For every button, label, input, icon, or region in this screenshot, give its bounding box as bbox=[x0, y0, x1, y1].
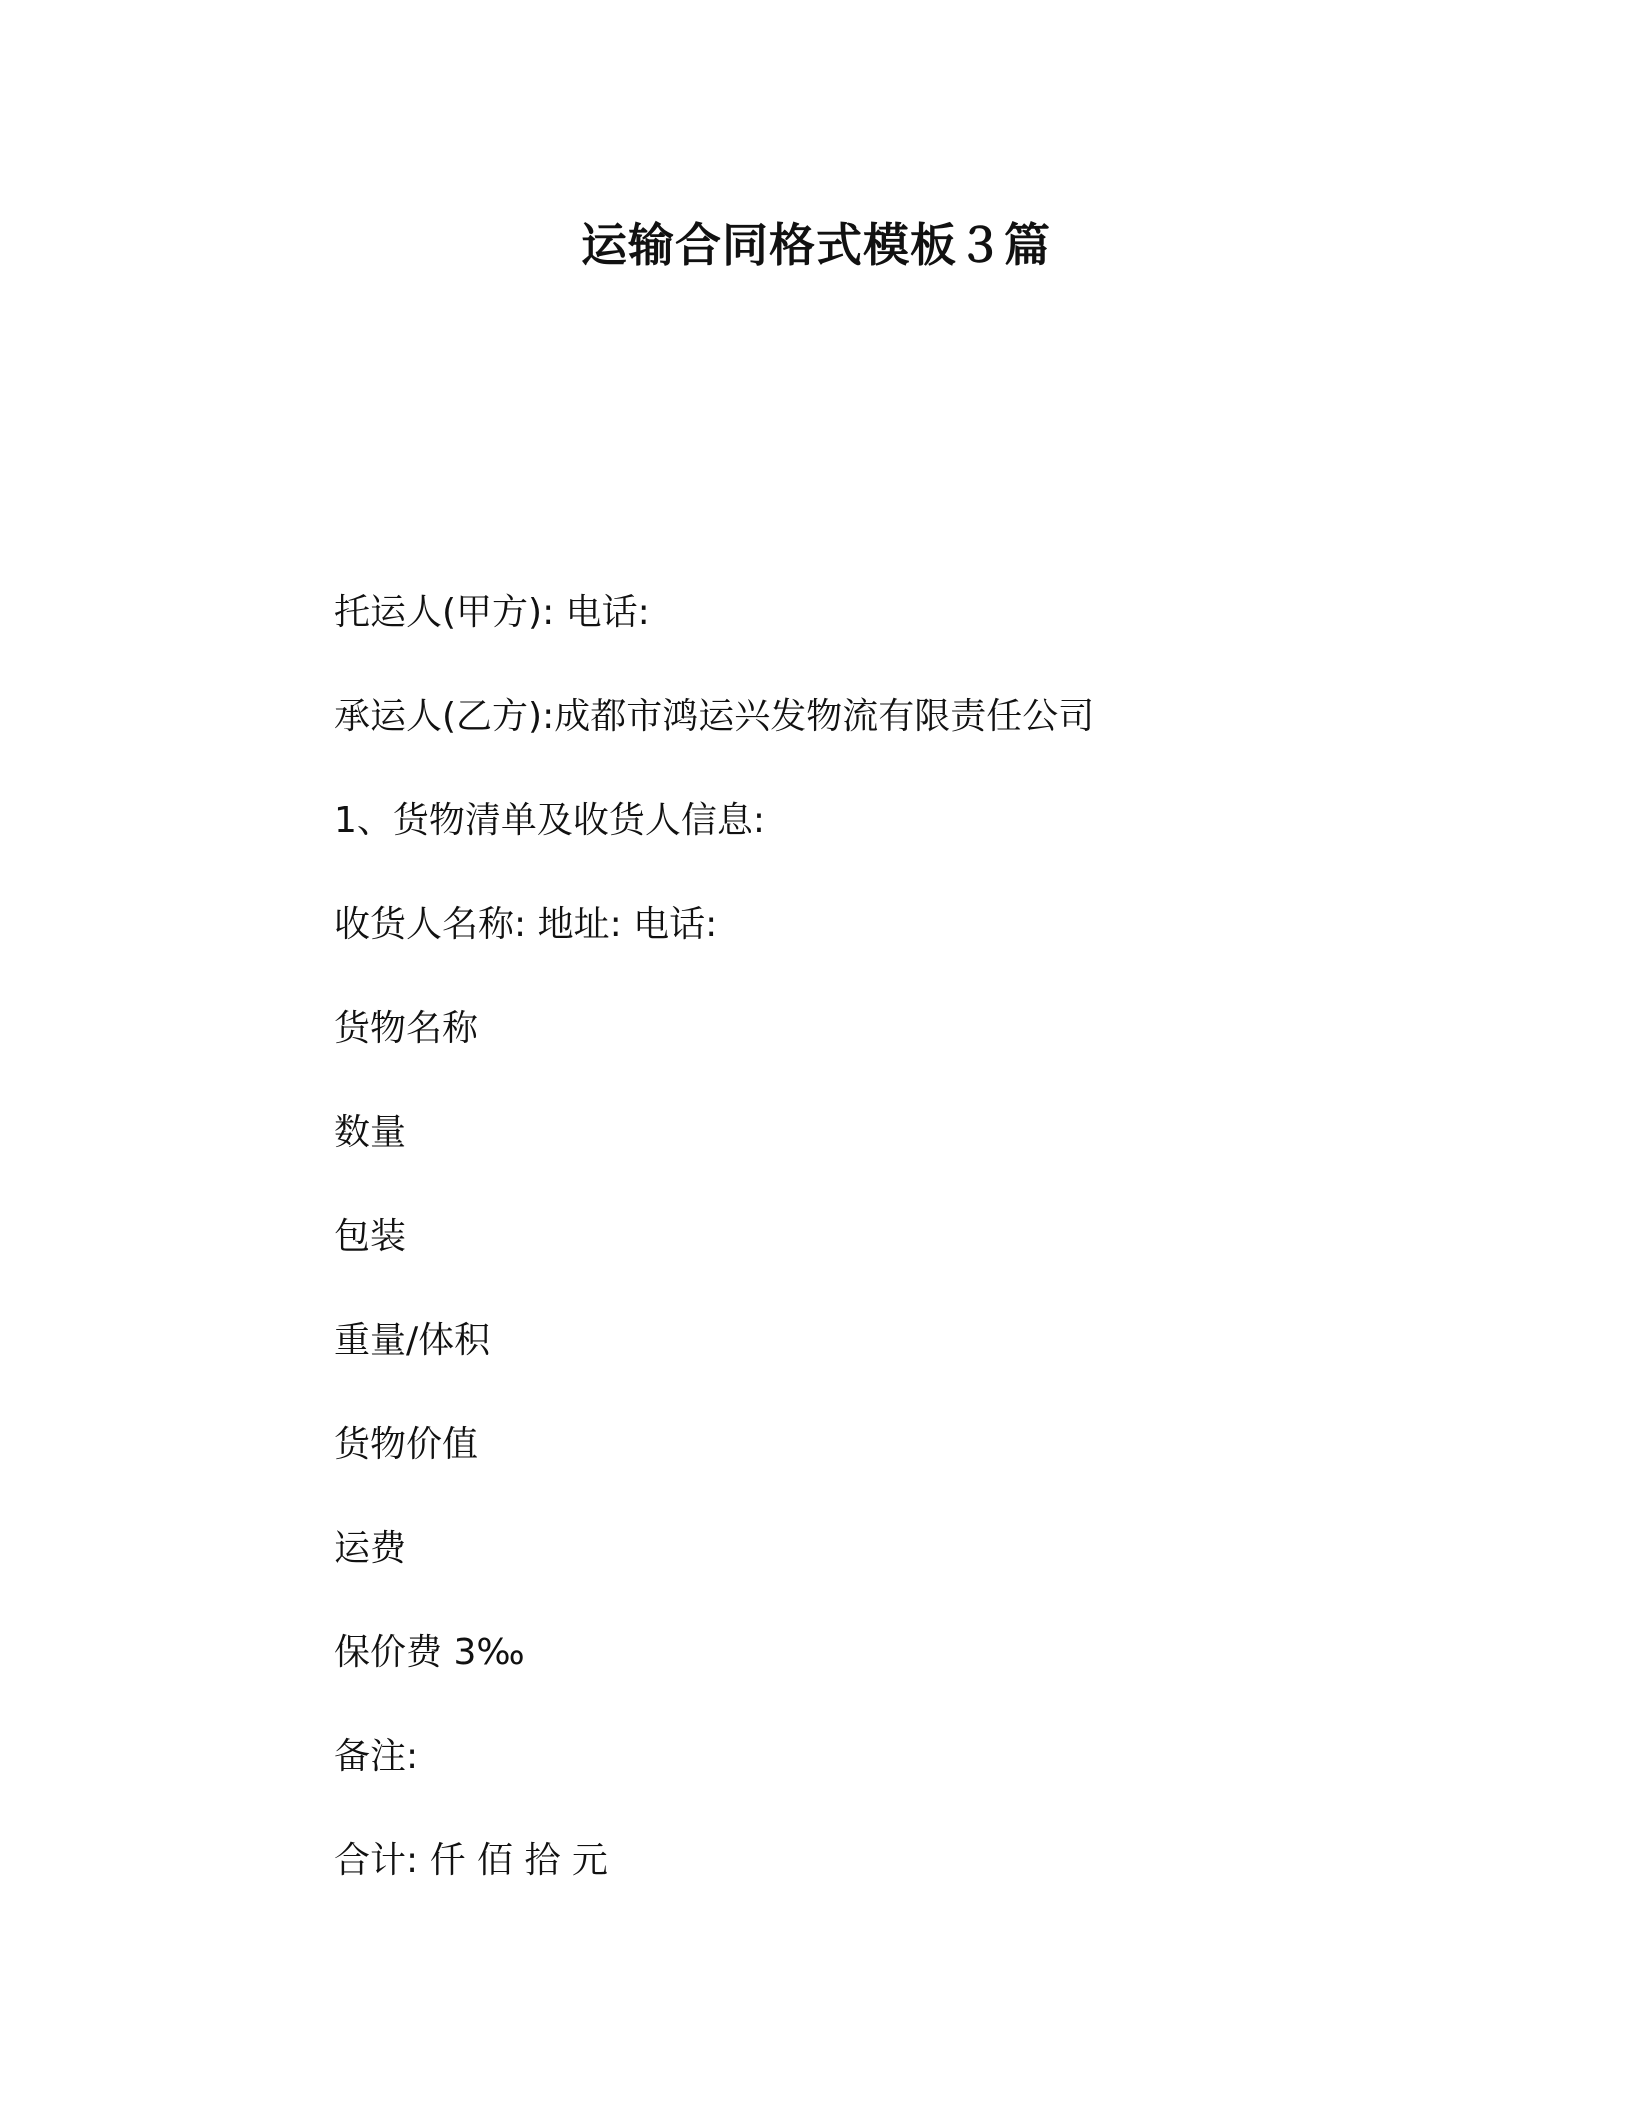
total-line: 合计: 仟 佰 拾 元 bbox=[334, 1840, 608, 1881]
goods-name-line: 货物名称 bbox=[334, 1008, 479, 1049]
document-title: 运输合同格式模板３篇 bbox=[581, 218, 1051, 272]
document-body bbox=[334, 590, 1434, 1942]
quantity-line: 数量 bbox=[334, 1112, 407, 1153]
consignee-line: 收货人名称: 地址: 电话: bbox=[334, 904, 718, 945]
carrier-line: 承运人(乙方):成都市鸿运兴发物流有限责任公司 bbox=[334, 696, 1095, 737]
insurance-fee-line: 保价费 3‰ bbox=[334, 1632, 525, 1673]
weight-volume-line: 重量/体积 bbox=[334, 1320, 491, 1361]
shipper-line: 托运人(甲方): 电话: bbox=[334, 592, 650, 633]
packaging-line: 包装 bbox=[334, 1216, 407, 1257]
section-goods-list-heading: 1、货物清单及收货人信息: bbox=[334, 800, 766, 841]
freight-line: 运费 bbox=[334, 1528, 407, 1569]
remarks-line: 备注: bbox=[334, 1736, 419, 1777]
goods-value-line: 货物价值 bbox=[334, 1424, 479, 1465]
